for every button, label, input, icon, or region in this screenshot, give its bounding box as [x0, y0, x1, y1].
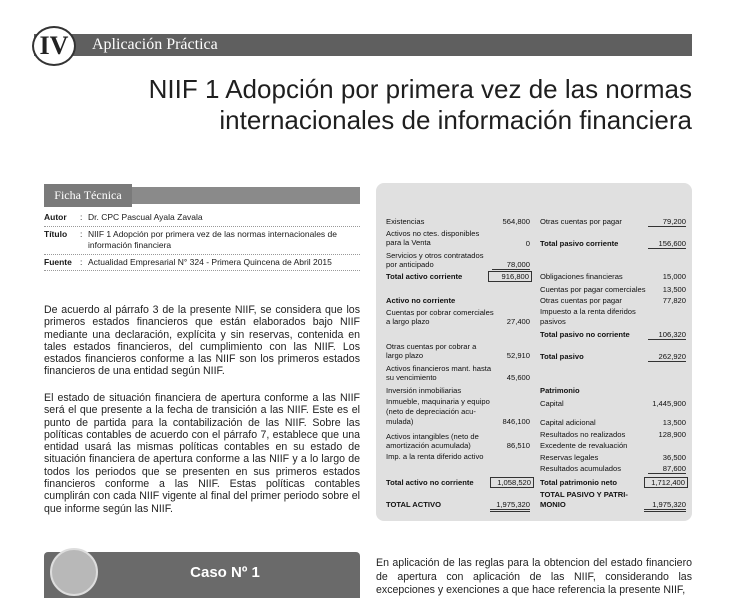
label-imp-diferido: Imp. a la renta diferido activo: [386, 452, 484, 461]
label-impuesto-diferido-1: Impuesto a la renta diferidos: [540, 307, 636, 316]
section-label: Aplicación Práctica: [92, 36, 218, 53]
label-inmueble-3: mulada): [386, 417, 414, 426]
value-inmueble: 846,100: [502, 417, 530, 426]
label-obligaciones: Obligaciones financieras: [540, 272, 623, 281]
value-capital-adicional: 13,500: [662, 418, 686, 427]
label-activos-mant-1: Activos financieros mant. hasta: [386, 364, 492, 373]
value-total-patrimonio: 1,712,400: [644, 477, 688, 488]
value-total-pasivo-patrimonio: 1,975,320: [644, 500, 686, 512]
label-servicios-1: Servicios y otros contratados: [386, 251, 484, 260]
label-impuesto-diferido-2: pasivos: [540, 317, 566, 326]
value-activos-no-ctes: 0: [525, 239, 530, 248]
label-total-pasivo-patrimonio-2: MONIO: [540, 500, 566, 509]
value-existencias: 564,800: [502, 217, 530, 226]
value-activos-mant: 45,600: [506, 373, 530, 382]
value-cuentas-cobrar-com: 27,400: [506, 317, 530, 326]
label-activos-no-ctes-1: Activos no ctes. disponibles: [386, 229, 480, 238]
value-total-activo-no-corriente: 1,058,520: [490, 477, 534, 488]
ficha-row-autor: Autor : Dr. CPC Pascual Ayala Zavala: [44, 210, 360, 227]
label-inversion: Inversión inmobiliarias: [386, 386, 462, 395]
label-otras-cuentas-cobrar-2: largo plazo: [386, 351, 424, 360]
label-intangibles-1: Activos intangibles (neto de: [386, 432, 479, 441]
label-patrimonio: Patrimonio: [540, 386, 580, 395]
label-inmueble-1: Inmueble, maquinaria y equipo: [386, 397, 490, 406]
ficha-row-fuente: Fuente : Actualidad Empresarial N° 324 - Primera Quincena de Abril 2015: [44, 255, 360, 272]
label-total-activo-corriente: Total activo corriente: [386, 272, 463, 281]
label-excedente: Excedente de revaluación: [540, 441, 628, 450]
title-line-1: NIIF 1 Adopción por primera vez de las normas: [148, 74, 692, 104]
label-otras-cuentas-pagar: Otras cuentas por pagar: [540, 217, 622, 226]
paragraph-2: El estado de situación financiera de apertura conforme a las NIIF será el que presente a la fecha de transición a las NIIF. Este es el punto de partida para la contabilización de las NIIF. Sobre las políticas contables de acuerdo con el párrafo 7, establece que una entidad usará las mismas políticas contables en su estado de situación financiera de apertura conforme a las NIIF y a lo largo de todos los periodos que se presenten en sus primeros estados financieros conforme a las NIIF. Estas políticas contables cumplirán con cada NIIF vigente al final del primer periodo sobre el que informe según las NIIF.: [44, 392, 360, 515]
label-total-pasivo-no-corriente: Total pasivo no corriente: [540, 330, 630, 339]
ficha-heading: Ficha Técnica: [44, 184, 132, 207]
value-total-pasivo-no-corriente: 106,320: [648, 330, 686, 340]
label-total-pasivo-corriente: Total pasivo corriente: [540, 239, 619, 248]
closing-paragraph: En aplicación de las reglas para la obtencion del estado financiero de apertura con aplicación de las NIIF, considerando las excepciones y exenciones a que hace referencia la presente NIIF,: [376, 557, 692, 596]
value-otras-cuentas-pagar-2: 77,820: [662, 296, 686, 305]
value-intangibles: 86,510: [506, 441, 530, 450]
value-reservas: 36,500: [662, 453, 686, 462]
label-total-patrimonio: Total patrimonio neto: [540, 478, 618, 487]
label-otras-cuentas-cobrar-1: Otras cuentas por cobrar a: [386, 342, 477, 351]
label-activos-no-ctes-2: para la Venta: [386, 238, 431, 247]
label-cuentas-pagar-com: Cuentas por pagar comerciales: [540, 285, 646, 294]
ficha-row-titulo: Título : NIIF 1 Adopción por primera vez de las normas internacionales de información financiera: [44, 227, 360, 255]
value-total-activo: 1,975,320: [490, 500, 530, 512]
value-resultados-acum: 87,600: [648, 464, 686, 474]
ficha-key: Título: [44, 228, 68, 239]
ficha-value: Dr. CPC Pascual Ayala Zavala: [88, 212, 203, 222]
value-obligaciones: 15,000: [662, 272, 686, 281]
label-resultados-no-realizados: Resultados no realizados: [540, 430, 626, 439]
value-resultados-no-realizados: 128,900: [658, 430, 686, 439]
label-total-pasivo-patrimonio-1: TOTAL PASIVO Y PATRI-: [540, 490, 628, 499]
label-activos-mant-2: su vencimiento: [386, 373, 437, 382]
value-cuentas-pagar-com: 13,500: [662, 285, 686, 294]
label-existencias: Existencias: [386, 217, 425, 226]
page-title: [100, 74, 692, 136]
ficha-value: Actualidad Empresarial N° 324 - Primera Quincena de Abril 2015: [88, 256, 332, 267]
value-capital: 1,445,900: [652, 399, 686, 408]
caso-photo-icon: [50, 548, 98, 596]
label-total-pasivo: Total pasivo: [540, 352, 584, 361]
label-otras-cuentas-pagar-2: Otras cuentas por pagar: [540, 296, 622, 305]
label-inmueble-2: (neto de depreciación acu-: [386, 407, 476, 416]
value-total-pasivo: 262,920: [648, 352, 686, 362]
value-otras-cuentas-pagar: 79,200: [648, 217, 686, 227]
value-total-pasivo-corriente: 156,600: [648, 239, 686, 249]
ficha-key: Fuente: [44, 256, 72, 267]
label-intangibles-2: amortización acumulada): [386, 441, 471, 450]
value-otras-cuentas-cobrar: 52,910: [506, 351, 530, 360]
label-capital: Capital: [540, 399, 564, 408]
label-reservas: Reservas legales: [540, 453, 599, 462]
value-servicios: 78,000: [492, 260, 530, 270]
label-cuentas-cobrar-com-2: a largo plazo: [386, 317, 430, 326]
label-servicios-2: por anticipado: [386, 260, 434, 269]
title-line-2: internacionales de información financiera: [219, 105, 692, 135]
ficha-key: Autor: [44, 212, 67, 222]
label-capital-adicional: Capital adicional: [540, 418, 596, 427]
label-activo-no-corriente: Activo no corriente: [386, 296, 456, 305]
section-number: IV: [32, 26, 76, 66]
value-total-activo-corriente: 916,800: [488, 271, 532, 282]
paragraph-1: De acuerdo al párrafo 3 de la presente NIIF, se considera que los primeros estados financieros que están elaborados bajo NIIF mediante una declaración, explícita y sin reservas, contenida en tales estados financieros, del cumplimiento con las NIIF. Los estados financieros conforme a las NIIF son los primeros estados financieros de una entidad según NIIF.: [44, 304, 360, 378]
label-total-activo: TOTAL ACTIVO: [386, 500, 441, 509]
label-resultados-acum: Resultados acumulados: [540, 464, 622, 473]
label-cuentas-cobrar-com-1: Cuentas por cobrar comerciales: [386, 308, 494, 317]
ficha-value: NIIF 1 Adopción por primera vez de las normas internacionales de información financiera: [88, 228, 337, 250]
caso-label: Caso Nº 1: [190, 564, 260, 581]
label-total-activo-no-corriente: Total activo no corriente: [386, 478, 474, 487]
ficha-table: [44, 210, 360, 271]
